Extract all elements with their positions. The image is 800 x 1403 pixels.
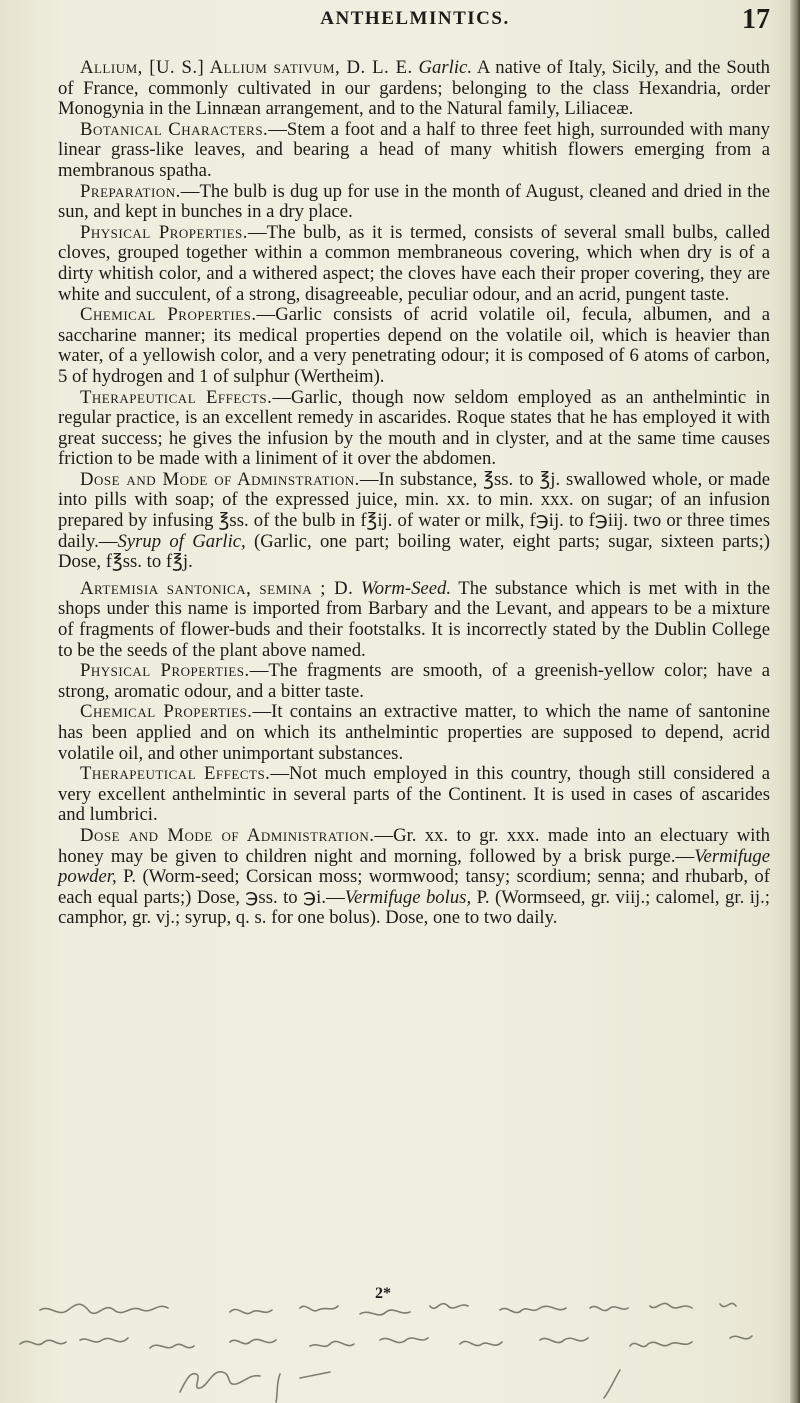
pencil-scrawl-line-2	[20, 1336, 752, 1348]
paragraph-text: —The bulb is dug up for use in the month of August, cleaned and dried in the sun, and kept in bunches in a dry place.	[58, 180, 770, 223]
section-head: Botanical Characters.	[80, 118, 269, 140]
paragraph-text: —Gr. xx. to gr. xxx. made into an electuary with honey may be given to children night and morning, followed by a brisk purge.—	[58, 824, 770, 867]
handwritten-pencil-notes	[0, 1296, 800, 1403]
entry-artemisia	[58, 579, 770, 661]
preparation-name: Vermifuge powder,	[58, 845, 770, 888]
paragraph-physical-properties-2	[58, 661, 770, 702]
paragraph-text: —The fragments are smooth, of a greenish-yellow color; have a strong, aromatic odour, and a bitter taste.	[58, 660, 770, 702]
paragraph-physical-properties	[58, 223, 770, 305]
paragraph-dose-2	[58, 826, 770, 929]
section-head: Therapeutical Effects.	[80, 763, 271, 785]
entry-text: A native of Italy, Sicily, and the South of France, commonly cultivated in our gardens; belonging to the class Hexandria, order Monogynia in the Linnæan arrangement, and to the Natural family, Liliaceæ.	[58, 57, 770, 120]
paragraph-text: —Stem a foot and a half to three feet high, surrounded with many linear grass-like leaves, and bearing a head of many whitish flowers emerging from a membranous spatha.	[58, 118, 770, 181]
paragraph-chemical-properties-2	[58, 702, 770, 764]
section-head: Physical Properties.	[80, 221, 248, 243]
paragraph-text-tail-2: P. (Wormseed, gr. viij.; calomel, gr. ij.; camphor, gr. vj.; syrup, q. s. for one bolus). Dose, one to two daily.	[58, 886, 770, 929]
section-head: Physical Properties.	[80, 660, 250, 682]
page-edge-shadow	[790, 0, 800, 1403]
pencil-scrawl-line-3	[180, 1370, 620, 1402]
running-head: ANTHELMINTICS.	[320, 8, 510, 29]
paragraph-therapeutical-effects-2	[58, 764, 770, 826]
section-head: Dose and Mode of Adminstration.	[80, 468, 360, 490]
paragraph-dose	[58, 470, 770, 573]
entry-common-name: Garlic.	[418, 57, 473, 78]
entry-common-name: Worm-Seed.	[360, 577, 452, 599]
paragraph-chemical-properties	[58, 305, 770, 387]
paragraph-text: —Not much employed in this country, though still considered a very excellent anthelmintic in several parts of the Continent. It is used in cases of ascarides and lumbrici.	[58, 763, 771, 826]
paragraph-text-tail: P. (Worm-seed; Corsican moss; wormwood; tansy; scordium; senna; and rhubarb, of each equal parts;) Dose, ℈ss. to ℈i.—	[58, 866, 770, 908]
paragraph-text: —In substance, ℥ss. to ℥j. swallowed whole, or made into pills with soap; of the expressed juice, min. xx. to min. xxx. on sugar; of an infusion prepared by infusing ℥ss. of the bulb in f℥ij. of water or milk, f℈ij. to f℈iij. two or three times daily.—	[58, 468, 770, 552]
pencil-scrawl-line-1	[40, 1303, 736, 1314]
preparation-name: Syrup of Garlic,	[117, 530, 246, 552]
signature-mark-text: 2*	[375, 1285, 391, 1302]
paragraph-text: —Garlic consists of acrid volatile oil, fecula, albumen, and a saccharine manner; its medical properties depend on the volatile oil, which is heavier than water, of a yellowish color, and a very penetrating odour; it is composed of 6 atoms of carbon, 5 of hydrogen and 1 of sulphur (Wertheim).	[58, 304, 771, 387]
paragraph-text: —It contains an extractive matter, to which the name of santonine has been applied and on which its anthelmintic properties are supposed to depend, acrid volatile oil, and other unimportant substances.	[58, 701, 771, 764]
body-text	[58, 58, 770, 929]
page-header	[60, 4, 770, 38]
paragraph-text: —The bulb, as it is termed, consists of several small bulbs, called cloves, grouped together within a common membraneous covering, which when dry is of a dirty whitish color, and a withered aspect; the cloves have each their proper covering, they are white and succulent, of a strong, disagreeable, peculiar odour, and an acrid, pungent taste.	[58, 221, 770, 305]
entry-head: Allium, [U. S.] Allium sativum, D. L. E.	[80, 57, 413, 78]
page-number: 17	[742, 4, 770, 35]
paragraph-botanical-characters	[58, 120, 770, 182]
entry-allium	[58, 58, 770, 120]
entry-text: The substance which is met with in the shops under this name is imported from Barbary and the Levant, and appears to be a mixture of fragments of flower-buds and their footstalks. It is incorrectly stated by the Dublin College to be the seeds of the plant above named.	[58, 577, 770, 661]
preparation-name-2: Vermifuge bolus,	[344, 886, 472, 908]
entry-head: Artemisia santonica, semina ; D.	[80, 577, 354, 599]
paragraph-text-tail: (Garlic, one part; boiling water, eight parts; sugar, sixteen parts;) Dose, f℥ss. to f℥j.	[58, 530, 770, 573]
section-head: Preparation.	[80, 180, 181, 202]
section-head: Dose and Mode of Administration.	[80, 824, 375, 846]
paragraph-therapeutical-effects	[58, 388, 770, 470]
section-head: Therapeutical Effects.	[80, 386, 273, 408]
section-head: Chemical Properties.	[80, 701, 253, 723]
paragraph-text: —Garlic, though now seldom employed as an anthelmintic in regular practice, is an excellent remedy in ascarides. Roque states that he has employed it with great success; he gives the infusion by the mouth and in clyster, and at the same time causes friction to be made with a liniment of it over the abdomen.	[58, 386, 770, 470]
section-head: Chemical Properties.	[80, 304, 257, 326]
paragraph-preparation	[58, 182, 770, 223]
